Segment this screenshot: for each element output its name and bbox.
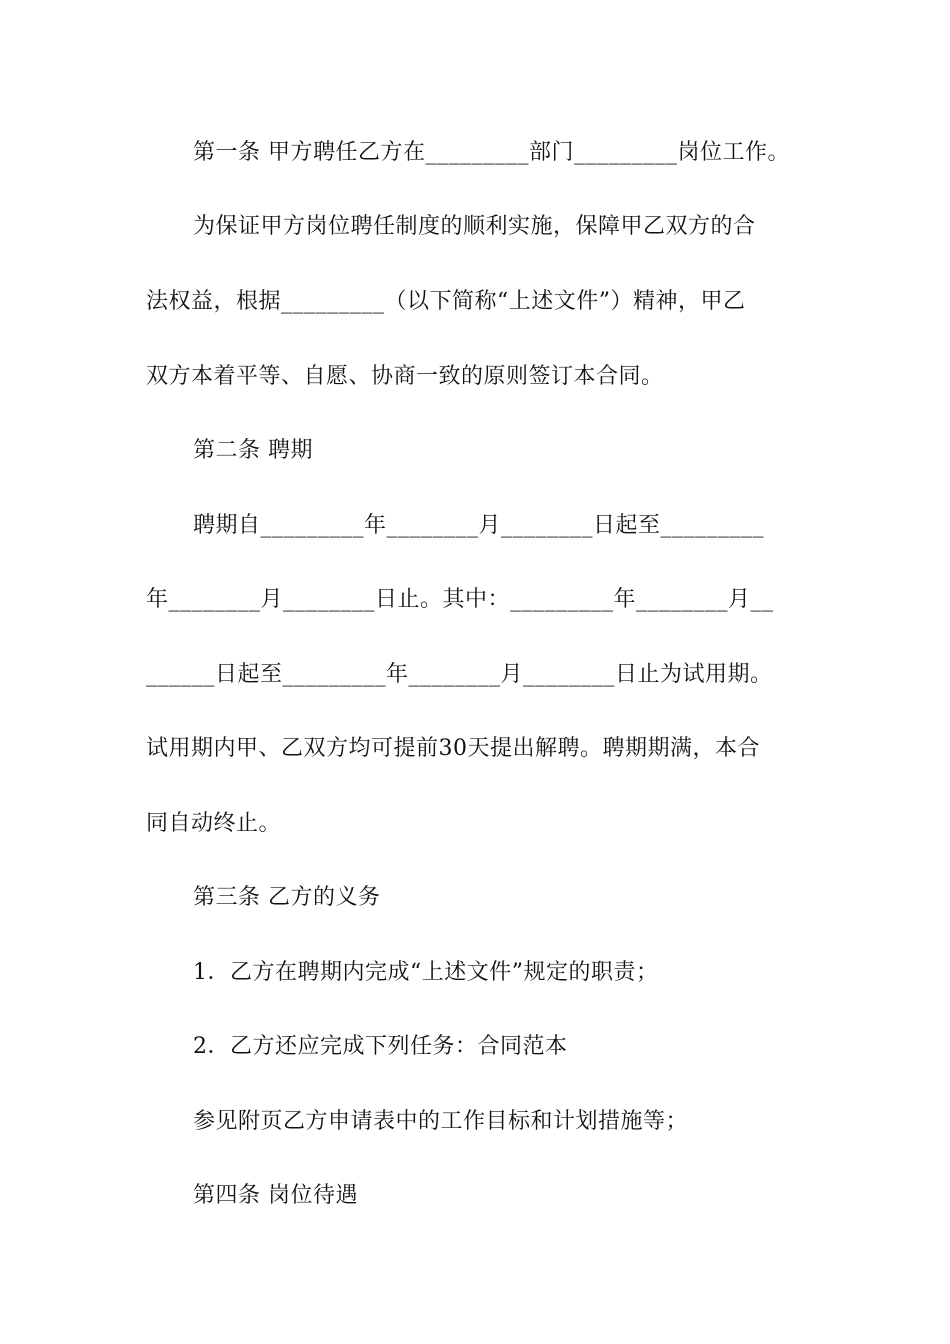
paragraph-line: 聘期自_________年________月________日起至_________ (193, 513, 765, 538)
paragraph-line: 试用期内甲、乙双方均可提前30天提出解聘。聘期期满，本合 (146, 736, 760, 761)
article-3-heading: 第三条 乙方的义务 (193, 885, 381, 910)
paragraph-line: 双方本着平等、自愿、协商一致的原则签订本合同。 (146, 364, 664, 389)
list-item: 2．乙方还应完成下列任务：合同范本 (193, 1034, 568, 1059)
paragraph-line: ______日起至_________年________月________日止为试用期。 (146, 662, 773, 687)
paragraph-line: 同自动终止。 (146, 811, 282, 836)
paragraph-line: 参见附页乙方申请表中的工作目标和计划措施等； (193, 1109, 689, 1134)
paragraph-line: 年________月________日止。其中：_________年________月__ (146, 587, 774, 612)
article-2-heading: 第二条 聘期 (193, 438, 313, 463)
list-item: 1．乙方在聘期内完成“上述文件”规定的职责； (193, 960, 659, 985)
article-1-line: 第一条 甲方聘任乙方在_________部门_________岗位工作。 (193, 140, 790, 165)
paragraph-line: 为保证甲方岗位聘任制度的顺利实施，保障甲乙双方的合 (193, 214, 756, 239)
article-4-heading: 第四条 岗位待遇 (193, 1183, 358, 1208)
paragraph-line: 法权益，根据_________（以下简称“上述文件”）精神，甲乙 (146, 289, 746, 314)
